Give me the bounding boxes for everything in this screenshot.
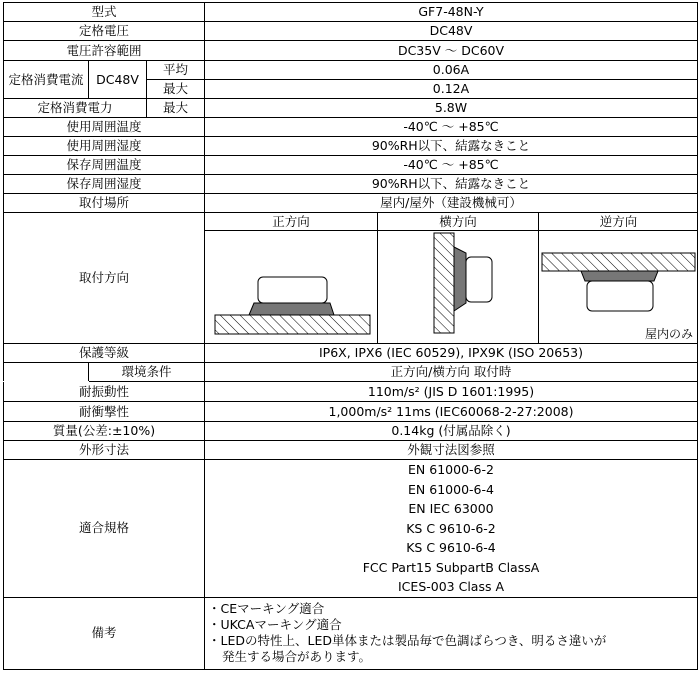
vibration-value: 110m/s² (JIS D 1601:1995) [205,382,698,402]
model-label: 型式 [4,3,205,22]
notes-list [205,597,698,669]
current-max-value: 0.12A [205,80,698,99]
rated-voltage-label: 定格電圧 [4,22,205,41]
current-label: 定格消費電流 [4,61,89,99]
st-temp-label: 保存周囲温度 [4,156,205,175]
op-temp-value: -40℃ 〜 +85℃ [205,118,698,137]
dimensions-value: 外観寸法図参照 [205,441,698,460]
shock-value: 1,000m/s² 11ms (IEC60068-2-27:2008) [205,402,698,422]
current-avg-value: 0.06A [205,61,698,80]
spec-table [3,2,698,670]
notes-label: 備考 [4,597,205,669]
standard-item: EN 61000-6-4 [408,481,494,497]
standard-item: KS C 9610-6-4 [406,540,496,555]
shock-label: 耐衝撃性 [4,402,205,422]
st-humidity-label: 保存周囲湿度 [4,175,205,194]
st-temp-value: -40℃ 〜 +85℃ [205,156,698,175]
power-max-label: 最大 [147,99,205,118]
standard-item: EN 61000-6-2 [408,462,494,477]
standards-label: 適合規格 [4,460,205,598]
direction-label: 取付方向 [4,213,205,344]
standard-item: KS C 9610-6-2 [406,520,496,536]
note-item: ・LEDの特性上、LED単体または製品毎で色調ばらつき、明るさ違いが [208,633,607,648]
mount-direction-diagrams [205,213,698,344]
sideways-mount-diagram [378,231,538,343]
voltage-range-value: DC35V 〜 DC60V [205,41,698,61]
standard-item: FCC Part15 SubpartB ClassA [362,559,540,575]
st-humidity-value: 90%RH以下、結露なきこと [205,175,698,194]
protection-label: 保護等級 [4,344,205,363]
model-value: GF7-48N-Y [205,3,698,22]
vibration-label: 耐振動性 [4,382,205,402]
note-item: ・UKCAマーキング適合 [208,617,342,632]
standard-item: EN IEC 63000 [408,501,494,516]
location-label: 取付場所 [4,194,205,213]
inverted-header: 逆方向 [599,214,638,229]
environment-label: 環境条件 [89,363,205,382]
mass-value: 0.14kg (付属品除く) [205,422,698,441]
upright-header: 正方向 [272,214,310,229]
voltage-range-label: 電圧許容範囲 [4,41,205,61]
environment-value: 正方向/横方向 取付時 [205,363,698,382]
standards-list [205,460,698,598]
dimensions-label: 外形寸法 [4,441,205,460]
location-value: 屋内/屋外（建設機械可） [205,194,698,213]
mass-label: 質量(公差:±10%) [4,422,205,441]
protection-value: IP6X, IPX6 (IEC 60529), IPX9K (ISO 20653) [205,344,698,363]
op-humidity-value: 90%RH以下、結露なきこと [205,137,698,156]
current-voltage: DC48V [89,61,147,99]
note-item: 発生する場合があります。 [222,649,372,664]
sideways-header: 横方向 [439,214,477,229]
op-humidity-label: 使用周囲湿度 [4,137,205,156]
current-avg-label: 平均 [147,61,205,80]
upright-mount-diagram [205,231,377,343]
indoor-only-note: 屋内のみ [644,327,693,341]
note-item: ・CEマーキング適合 [208,601,325,616]
current-max-label: 最大 [147,80,205,99]
op-temp-label: 使用周囲温度 [4,118,205,137]
standard-item: ICES-003 Class A [398,579,504,594]
power-label: 定格消費電力 [4,99,147,118]
power-value: 5.8W [205,99,698,118]
rated-voltage-value: DC48V [205,22,698,41]
